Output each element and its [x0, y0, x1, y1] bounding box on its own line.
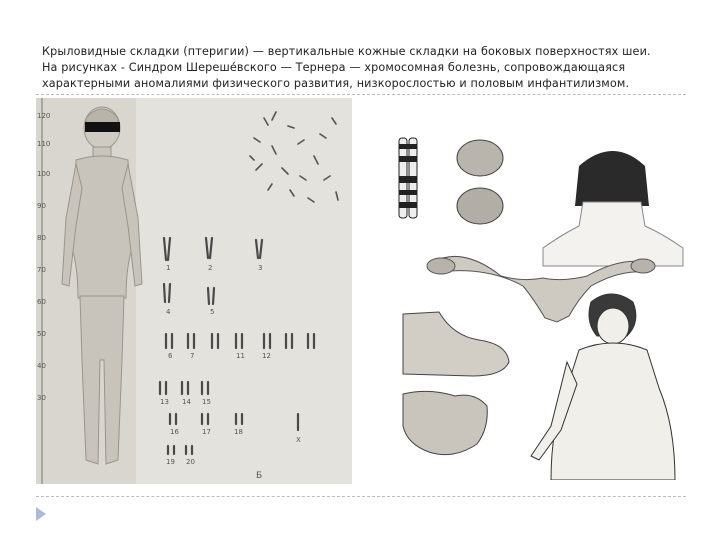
caption-line: характерными аномалиями физического развития, низкорослостью и половым инфантилизмом.	[42, 77, 630, 90]
ruler-tick-label: 60	[37, 298, 46, 306]
karyotype-label: 11	[236, 352, 245, 360]
karyotype-label: 14	[182, 398, 191, 406]
karyotype-label: 20	[186, 458, 195, 466]
panel-letter: Б	[256, 471, 263, 481]
ruler-tick-label: 30	[37, 394, 46, 402]
karyotype-label: 3	[258, 264, 263, 272]
karyotype-label: 1	[166, 264, 171, 272]
caption-line: Крыловидные складки (птеригии) — вертикальные кожные складки на боковых поверхностях шеи.	[42, 45, 651, 58]
karyotype-label: 6	[168, 352, 173, 360]
karyotype-label: X	[296, 436, 301, 444]
cell-nucleus-illustration	[457, 188, 503, 224]
karyotype-label: 2	[208, 264, 213, 272]
patient-figure-illustration	[531, 294, 675, 480]
karyotype-label: 15	[202, 398, 211, 406]
turner-syndrome-illustrations	[383, 126, 686, 480]
webbed-neck-illustration	[543, 151, 683, 266]
karyotype-label: 13	[160, 398, 169, 406]
ruler-tick-label: 90	[37, 202, 46, 210]
cell-nucleus-illustration	[457, 140, 503, 176]
top-divider	[36, 94, 686, 95]
turner-patient-photo-with-karyotype	[36, 98, 352, 484]
ruler-tick-label: 100	[37, 170, 51, 178]
ruler-tick-label: 50	[37, 330, 46, 338]
karyotype-label: 19	[166, 458, 175, 466]
karyotype-label: 18	[234, 428, 243, 436]
slide-bullet-arrow-icon	[36, 507, 46, 521]
karyotype-label: 16	[170, 428, 179, 436]
ruler-tick-label: 70	[37, 266, 46, 274]
caption-line: На рисунках - Синдром Шереше́вского — Тернера — хромосомная болезнь, сопровождающаяся	[42, 61, 626, 74]
x-chromosome-illustration	[399, 138, 417, 218]
karyotype-label: 7	[190, 352, 195, 360]
edematous-foot-illustration	[403, 312, 509, 376]
ruler-tick-label: 110	[37, 140, 51, 148]
slide-caption	[42, 44, 682, 92]
edematous-hand-illustration	[403, 391, 487, 454]
ruler-tick-label: 120	[37, 112, 51, 120]
ruler-tick-label: 40	[37, 362, 46, 370]
karyotype-label: 4	[166, 308, 171, 316]
karyotype-label: 17	[202, 428, 211, 436]
bottom-divider	[36, 496, 686, 497]
karyotype-label: 5	[210, 308, 215, 316]
eye-censor-bar	[85, 122, 120, 132]
karyotype-label: 12	[262, 352, 271, 360]
ruler-tick-label: 80	[37, 234, 46, 242]
